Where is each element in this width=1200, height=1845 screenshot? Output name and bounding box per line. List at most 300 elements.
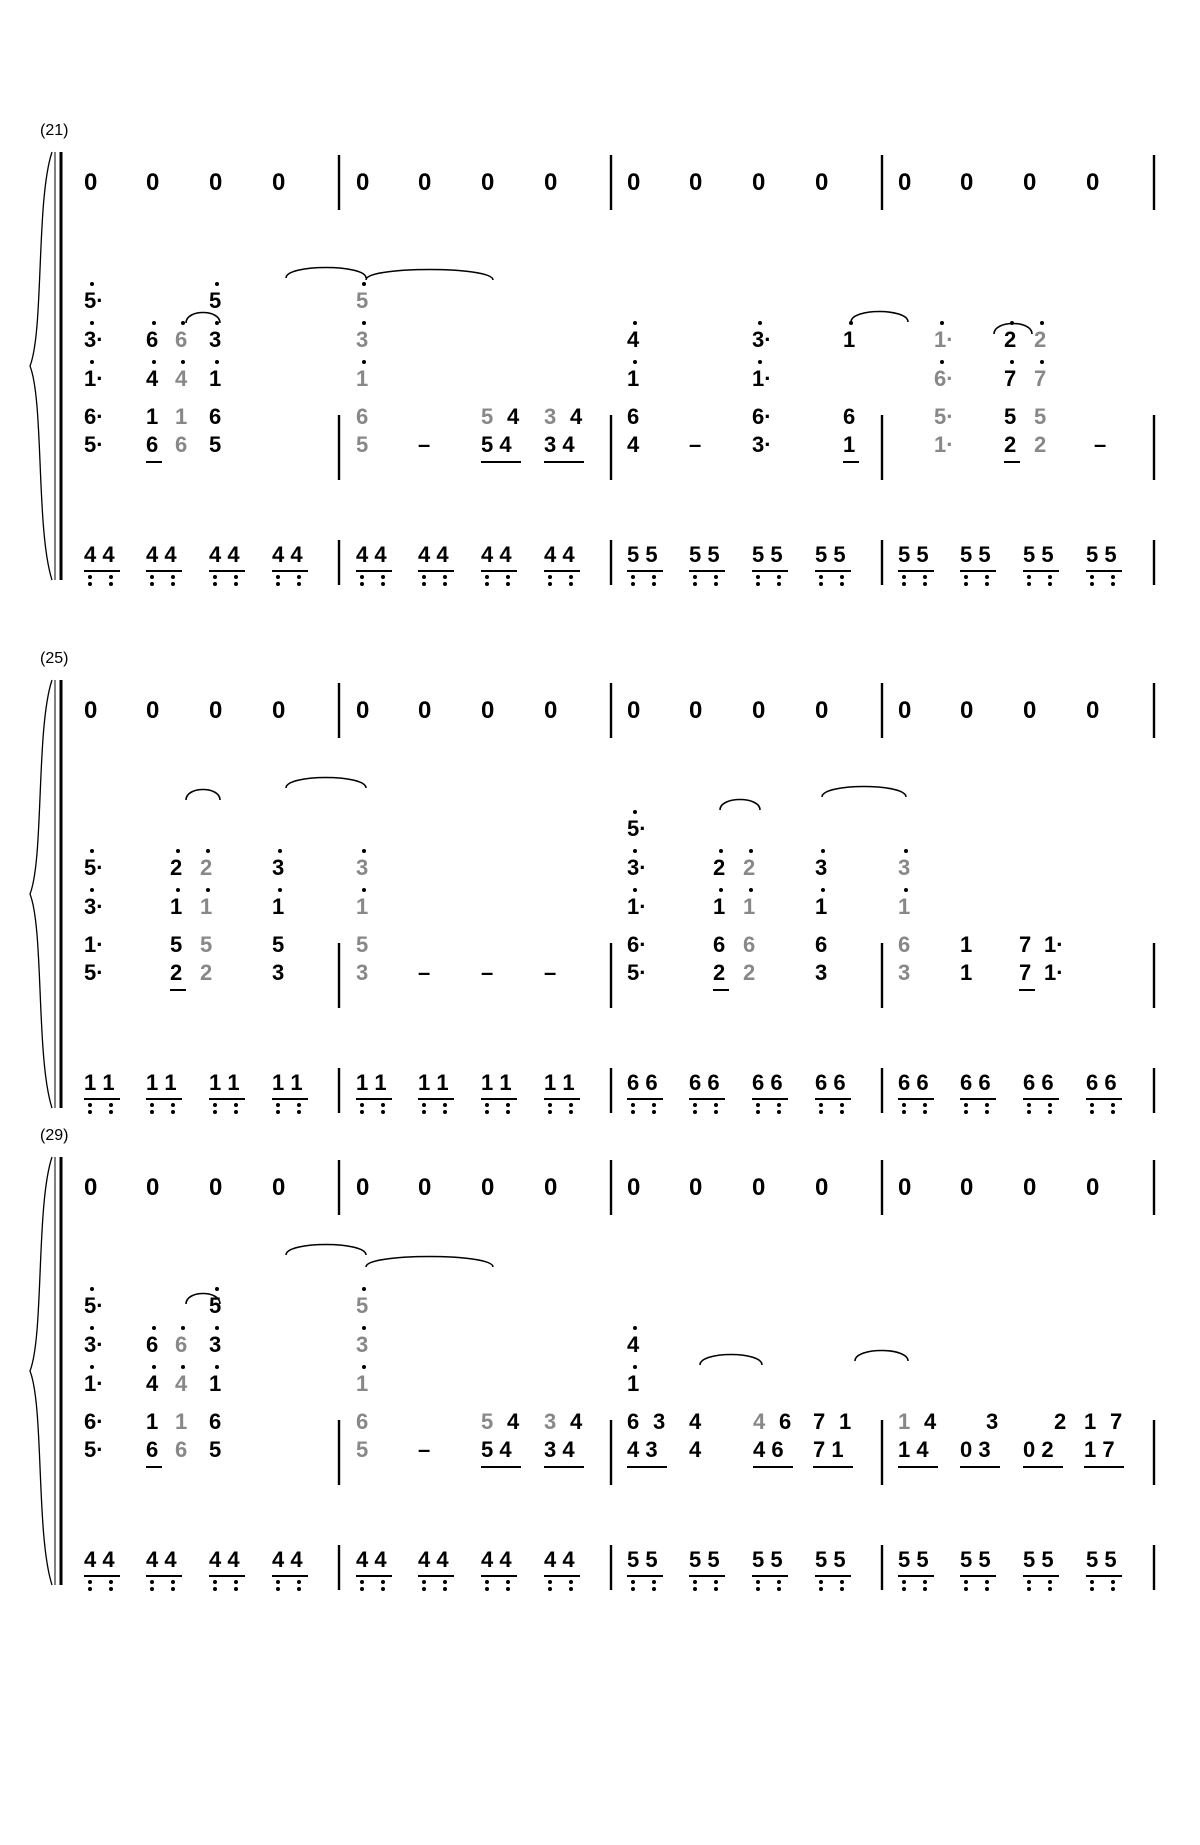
- chord-note: 4 6: [753, 1437, 784, 1462]
- bass-note-pair: 5 5: [815, 1547, 846, 1572]
- octave-dot: [485, 1580, 489, 1584]
- octave-dot: [1027, 1587, 1031, 1591]
- chord-note: 3·: [752, 432, 772, 457]
- chord-note: 3: [898, 960, 911, 985]
- chord-note: 1: [146, 1409, 159, 1434]
- octave-dot: [485, 1103, 489, 1107]
- octave-dot: [381, 1587, 385, 1591]
- chord-note: 5: [200, 932, 213, 957]
- rest-note: 0: [356, 169, 370, 196]
- octave-dot: [652, 575, 656, 579]
- octave-dot: [278, 888, 282, 892]
- bass-note-pair: 4 4: [356, 542, 387, 567]
- octave-dot: [506, 1110, 510, 1114]
- slur: [822, 787, 906, 798]
- octave-dot: [985, 575, 989, 579]
- octave-dot: [234, 1587, 238, 1591]
- octave-dot: [1027, 582, 1031, 586]
- octave-dot: [276, 1580, 280, 1584]
- octave-dot: [548, 1587, 552, 1591]
- octave-dot: [1040, 360, 1044, 364]
- octave-dot: [1090, 1580, 1094, 1584]
- octave-dot: [840, 1580, 844, 1584]
- octave-dot: [171, 575, 175, 579]
- octave-dot: [777, 1103, 781, 1107]
- octave-dot: [360, 1103, 364, 1107]
- octave-dot: [150, 575, 154, 579]
- chord-note: 3: [898, 855, 911, 880]
- octave-dot: [90, 321, 94, 325]
- chord-note: 4: [146, 1371, 159, 1396]
- chord-note: 5: [356, 1293, 369, 1318]
- octave-dot: [206, 888, 210, 892]
- octave-dot: [819, 1103, 823, 1107]
- octave-dot: [923, 1587, 927, 1591]
- octave-dot: [152, 321, 156, 325]
- octave-dot: [714, 1587, 718, 1591]
- rest-note: 0: [356, 697, 370, 724]
- octave-dot: [1048, 1587, 1052, 1591]
- octave-dot: [1027, 1110, 1031, 1114]
- octave-dot: [109, 575, 113, 579]
- bass-note-pair: 6 6: [1086, 1070, 1117, 1095]
- chord-note: 6: [713, 932, 726, 957]
- chord-note: 2: [713, 855, 726, 880]
- octave-dot: [714, 1110, 718, 1114]
- octave-dot: [693, 1110, 697, 1114]
- bass-note-pair: 1 1: [146, 1070, 177, 1095]
- octave-dot: [109, 1580, 113, 1584]
- bass-note-pair: 6 6: [752, 1070, 783, 1095]
- chord-note: 5·: [84, 855, 104, 880]
- chord-note: 5: [481, 404, 494, 429]
- chord-note: 5·: [84, 1293, 104, 1318]
- rest-note: 0: [627, 1174, 641, 1201]
- chord-note: 1: [146, 404, 159, 429]
- octave-dot: [749, 849, 753, 853]
- slur: [366, 1257, 493, 1268]
- octave-dot: [1048, 1110, 1052, 1114]
- chord-note: 2: [1004, 327, 1017, 352]
- rest-note: 0: [960, 697, 974, 724]
- octave-dot: [443, 1587, 447, 1591]
- octave-dot: [756, 575, 760, 579]
- chord-note: 2: [1034, 432, 1047, 457]
- chord-note: 4: [753, 1409, 766, 1434]
- octave-dot: [548, 1110, 552, 1114]
- slur: [186, 313, 220, 324]
- chord-note: –: [418, 432, 431, 457]
- octave-dot: [215, 1287, 219, 1291]
- chord-note: 1·: [934, 432, 954, 457]
- octave-dot: [362, 282, 366, 286]
- chord-note: 1: [209, 366, 222, 391]
- octave-dot: [234, 582, 238, 586]
- octave-dot: [181, 1365, 185, 1369]
- rest-note: 0: [544, 1174, 558, 1201]
- octave-dot: [152, 1365, 156, 1369]
- octave-dot: [88, 575, 92, 579]
- octave-dot: [756, 1580, 760, 1584]
- octave-dot: [213, 1587, 217, 1591]
- octave-dot: [234, 1103, 238, 1107]
- octave-dot: [964, 1110, 968, 1114]
- chord-note: 5: [356, 288, 369, 313]
- chord-note: 1: [170, 894, 183, 919]
- chord-note: 1: [843, 327, 856, 352]
- bass-note-pair: 5 5: [752, 1547, 783, 1572]
- chord-note: 6: [146, 432, 159, 457]
- octave-dot: [652, 1110, 656, 1114]
- octave-dot: [234, 1110, 238, 1114]
- chord-note: 5: [170, 932, 183, 957]
- bass-note-pair: 4 4: [481, 1547, 512, 1572]
- rest-note: 0: [209, 1174, 223, 1201]
- octave-dot: [297, 1580, 301, 1584]
- rest-note: 0: [209, 697, 223, 724]
- octave-dot: [206, 849, 210, 853]
- octave-dot: [569, 575, 573, 579]
- octave-dot: [631, 1103, 635, 1107]
- chord-note: 1: [356, 894, 369, 919]
- rest-note: 0: [272, 697, 286, 724]
- chord-note: 5: [209, 1293, 222, 1318]
- chord-note: 6: [175, 1332, 188, 1357]
- bass-note-pair: 5 5: [1023, 542, 1054, 567]
- bass-note-pair: 5 5: [898, 1547, 929, 1572]
- bass-note-pair: 4 4: [544, 1547, 575, 1572]
- octave-dot: [777, 582, 781, 586]
- octave-dot: [506, 1103, 510, 1107]
- bass-note-pair: 4 4: [418, 542, 449, 567]
- rest-note: 0: [1023, 1174, 1037, 1201]
- chord-note: 1: [898, 894, 911, 919]
- octave-dot: [1090, 582, 1094, 586]
- chord-note: 6: [356, 404, 369, 429]
- chord-note: 5: [272, 932, 285, 957]
- octave-dot: [215, 360, 219, 364]
- octave-dot: [633, 360, 637, 364]
- bass-note-pair: 4 4: [272, 1547, 303, 1572]
- octave-dot: [297, 1103, 301, 1107]
- chord-note: 1·: [84, 932, 104, 957]
- system-brace: [30, 152, 52, 580]
- octave-dot: [1111, 582, 1115, 586]
- octave-dot: [693, 1580, 697, 1584]
- octave-dot: [422, 575, 426, 579]
- octave-dot: [569, 1580, 573, 1584]
- octave-dot: [719, 849, 723, 853]
- chord-note: 3·: [84, 894, 104, 919]
- octave-dot: [213, 1103, 217, 1107]
- octave-dot: [756, 1110, 760, 1114]
- chord-note: 4: [689, 1437, 702, 1462]
- octave-dot: [485, 582, 489, 586]
- chord-note: 1·: [84, 1371, 104, 1396]
- octave-dot: [1090, 575, 1094, 579]
- chord-note: 5: [1004, 404, 1017, 429]
- octave-dot: [360, 1580, 364, 1584]
- rest-note: 0: [481, 697, 495, 724]
- chord-note: 1: [209, 1371, 222, 1396]
- bass-note-pair: 1 1: [209, 1070, 240, 1095]
- octave-dot: [90, 1326, 94, 1330]
- chord-note: 4: [507, 1409, 520, 1434]
- chord-note: 6: [898, 932, 911, 957]
- octave-dot: [109, 1587, 113, 1591]
- rest-note: 0: [627, 697, 641, 724]
- octave-dot: [652, 1103, 656, 1107]
- octave-dot: [297, 582, 301, 586]
- chord-note: 5: [209, 1437, 222, 1462]
- octave-dot: [840, 1587, 844, 1591]
- octave-dot: [276, 1103, 280, 1107]
- rest-note: 0: [815, 697, 829, 724]
- bass-note-pair: 5 5: [1086, 1547, 1117, 1572]
- rest-note: 0: [209, 169, 223, 196]
- octave-dot: [422, 1110, 426, 1114]
- chord-note: 5: [356, 932, 369, 957]
- chord-note: 3: [209, 1332, 222, 1357]
- octave-dot: [1090, 1103, 1094, 1107]
- chord-note: 4: [924, 1409, 937, 1434]
- bass-note-pair: 6 6: [898, 1070, 929, 1095]
- rest-note: 0: [960, 1174, 974, 1201]
- octave-dot: [923, 1110, 927, 1114]
- chord-note: 4: [570, 404, 583, 429]
- chord-note: 7: [1019, 932, 1032, 957]
- chord-note: 5: [209, 288, 222, 313]
- octave-dot: [693, 582, 697, 586]
- rest-note: 0: [418, 1174, 432, 1201]
- octave-dot: [777, 1587, 781, 1591]
- octave-dot: [88, 1110, 92, 1114]
- octave-dot: [150, 1103, 154, 1107]
- octave-dot: [362, 360, 366, 364]
- octave-dot: [88, 1103, 92, 1107]
- bass-note-pair: 4 4: [146, 542, 177, 567]
- chord-note: 2: [743, 855, 756, 880]
- octave-dot: [443, 1103, 447, 1107]
- octave-dot: [381, 1110, 385, 1114]
- octave-dot: [1048, 582, 1052, 586]
- chord-note: 6: [843, 404, 856, 429]
- octave-dot: [633, 888, 637, 892]
- octave-dot: [90, 888, 94, 892]
- octave-dot: [381, 1103, 385, 1107]
- octave-dot: [840, 575, 844, 579]
- octave-dot: [276, 1587, 280, 1591]
- chord-note: 5·: [84, 960, 104, 985]
- chord-note: 4: [175, 366, 188, 391]
- octave-dot: [181, 1326, 185, 1330]
- octave-dot: [902, 575, 906, 579]
- octave-dot: [819, 575, 823, 579]
- chord-note: –: [689, 432, 702, 457]
- rest-note: 0: [356, 1174, 370, 1201]
- octave-dot: [150, 582, 154, 586]
- octave-dot: [109, 582, 113, 586]
- chord-note: –: [1094, 432, 1107, 457]
- octave-dot: [150, 1587, 154, 1591]
- chord-note: 6: [779, 1409, 792, 1434]
- octave-dot: [719, 888, 723, 892]
- rest-note: 0: [752, 169, 766, 196]
- rest-note: 0: [481, 169, 495, 196]
- chord-note: 3: [356, 1332, 369, 1357]
- rest-note: 0: [1023, 697, 1037, 724]
- chord-note: 3·: [84, 327, 104, 352]
- chord-note: 1: [960, 960, 973, 985]
- slur: [286, 778, 366, 789]
- bass-note-pair: 5 5: [960, 542, 991, 567]
- chord-note: 5: [356, 1437, 369, 1462]
- chord-note: 5: [356, 432, 369, 457]
- chord-note: 7: [1004, 366, 1017, 391]
- chord-note: 1: [356, 1371, 369, 1396]
- rest-note: 0: [146, 1174, 160, 1201]
- octave-dot: [278, 849, 282, 853]
- slur: [720, 800, 760, 811]
- octave-dot: [215, 321, 219, 325]
- octave-dot: [88, 1587, 92, 1591]
- octave-dot: [1027, 1103, 1031, 1107]
- octave-dot: [297, 1110, 301, 1114]
- chord-note: 3: [272, 960, 285, 985]
- chord-note: 1: [713, 894, 726, 919]
- octave-dot: [904, 849, 908, 853]
- octave-dot: [840, 1110, 844, 1114]
- bass-note-pair: 4 4: [356, 1547, 387, 1572]
- chord-note: 4: [627, 1332, 640, 1357]
- octave-dot: [902, 1587, 906, 1591]
- rest-note: 0: [752, 1174, 766, 1201]
- rest-note: 0: [146, 697, 160, 724]
- octave-dot: [276, 575, 280, 579]
- chord-note: 5·: [627, 816, 647, 841]
- chord-note: 3: [653, 1409, 666, 1434]
- octave-dot: [152, 360, 156, 364]
- octave-dot: [964, 1587, 968, 1591]
- bass-note-pair: 5 5: [627, 1547, 658, 1572]
- rest-note: 0: [84, 697, 98, 724]
- bass-note-pair: 1 1: [418, 1070, 449, 1095]
- chord-note: 2: [713, 960, 726, 985]
- system-29: [30, 1127, 1154, 1591]
- octave-dot: [756, 1103, 760, 1107]
- octave-dot: [90, 1287, 94, 1291]
- chord-note: 6·: [627, 932, 647, 957]
- octave-dot: [506, 1587, 510, 1591]
- octave-dot: [633, 849, 637, 853]
- chord-note: 1: [1084, 1409, 1097, 1434]
- bass-note-pair: 4 4: [544, 542, 575, 567]
- octave-dot: [152, 1326, 156, 1330]
- octave-dot: [362, 849, 366, 853]
- octave-dot: [631, 1580, 635, 1584]
- rest-note: 0: [272, 169, 286, 196]
- rest-note: 0: [1086, 697, 1100, 724]
- octave-dot: [213, 582, 217, 586]
- octave-dot: [362, 888, 366, 892]
- chord-note: 1·: [934, 327, 954, 352]
- chord-note: 7: [1019, 960, 1032, 985]
- chord-note: 1: [898, 1409, 911, 1434]
- octave-dot: [422, 582, 426, 586]
- octave-dot: [1090, 1110, 1094, 1114]
- octave-dot: [213, 1580, 217, 1584]
- bass-note-pair: 4 4: [209, 542, 240, 567]
- octave-dot: [633, 1326, 637, 1330]
- octave-dot: [569, 1110, 573, 1114]
- octave-dot: [569, 582, 573, 586]
- octave-dot: [360, 582, 364, 586]
- octave-dot: [714, 575, 718, 579]
- rest-note: 0: [752, 697, 766, 724]
- chord-note: 6: [146, 327, 159, 352]
- octave-dot: [360, 1587, 364, 1591]
- rest-note: 0: [1023, 169, 1037, 196]
- chord-note: 2: [200, 855, 213, 880]
- chord-note: 2: [1034, 327, 1047, 352]
- octave-dot: [276, 1110, 280, 1114]
- chord-note: 4: [570, 1409, 583, 1434]
- octave-dot: [1027, 575, 1031, 579]
- octave-dot: [840, 1103, 844, 1107]
- chord-note: 2: [170, 960, 183, 985]
- measure-number-label: (21): [40, 122, 69, 139]
- octave-dot: [821, 888, 825, 892]
- octave-dot: [819, 1580, 823, 1584]
- octave-dot: [215, 1365, 219, 1369]
- chord-note: 5·: [84, 1437, 104, 1462]
- chord-note: 6·: [84, 1409, 104, 1434]
- octave-dot: [985, 582, 989, 586]
- octave-dot: [652, 1587, 656, 1591]
- chord-note: 1: [356, 366, 369, 391]
- chord-note: 6: [175, 432, 188, 457]
- chord-note: 6: [627, 1409, 640, 1434]
- octave-dot: [90, 1365, 94, 1369]
- chord-note: 3 4: [544, 432, 575, 457]
- octave-dot: [758, 360, 762, 364]
- octave-dot: [171, 1587, 175, 1591]
- rest-note: 0: [689, 697, 703, 724]
- chord-note: 6: [356, 1409, 369, 1434]
- rest-note: 0: [898, 1174, 912, 1201]
- octave-dot: [902, 582, 906, 586]
- chord-note: –: [481, 960, 494, 985]
- octave-dot: [985, 1587, 989, 1591]
- chord-note: 4: [175, 1371, 188, 1396]
- rest-note: 0: [544, 697, 558, 724]
- chord-note: 6: [627, 404, 640, 429]
- octave-dot: [631, 1587, 635, 1591]
- octave-dot: [749, 888, 753, 892]
- octave-dot: [90, 849, 94, 853]
- bass-note-pair: 5 5: [689, 1547, 720, 1572]
- rest-note: 0: [146, 169, 160, 196]
- chord-note: 6: [209, 1409, 222, 1434]
- chord-note: 1·: [627, 894, 647, 919]
- octave-dot: [109, 1103, 113, 1107]
- octave-dot: [1048, 1580, 1052, 1584]
- slur: [186, 790, 220, 801]
- chord-note: 2: [743, 960, 756, 985]
- bass-note-pair: 4 4: [418, 1547, 449, 1572]
- slur: [286, 1245, 366, 1256]
- octave-dot: [693, 1103, 697, 1107]
